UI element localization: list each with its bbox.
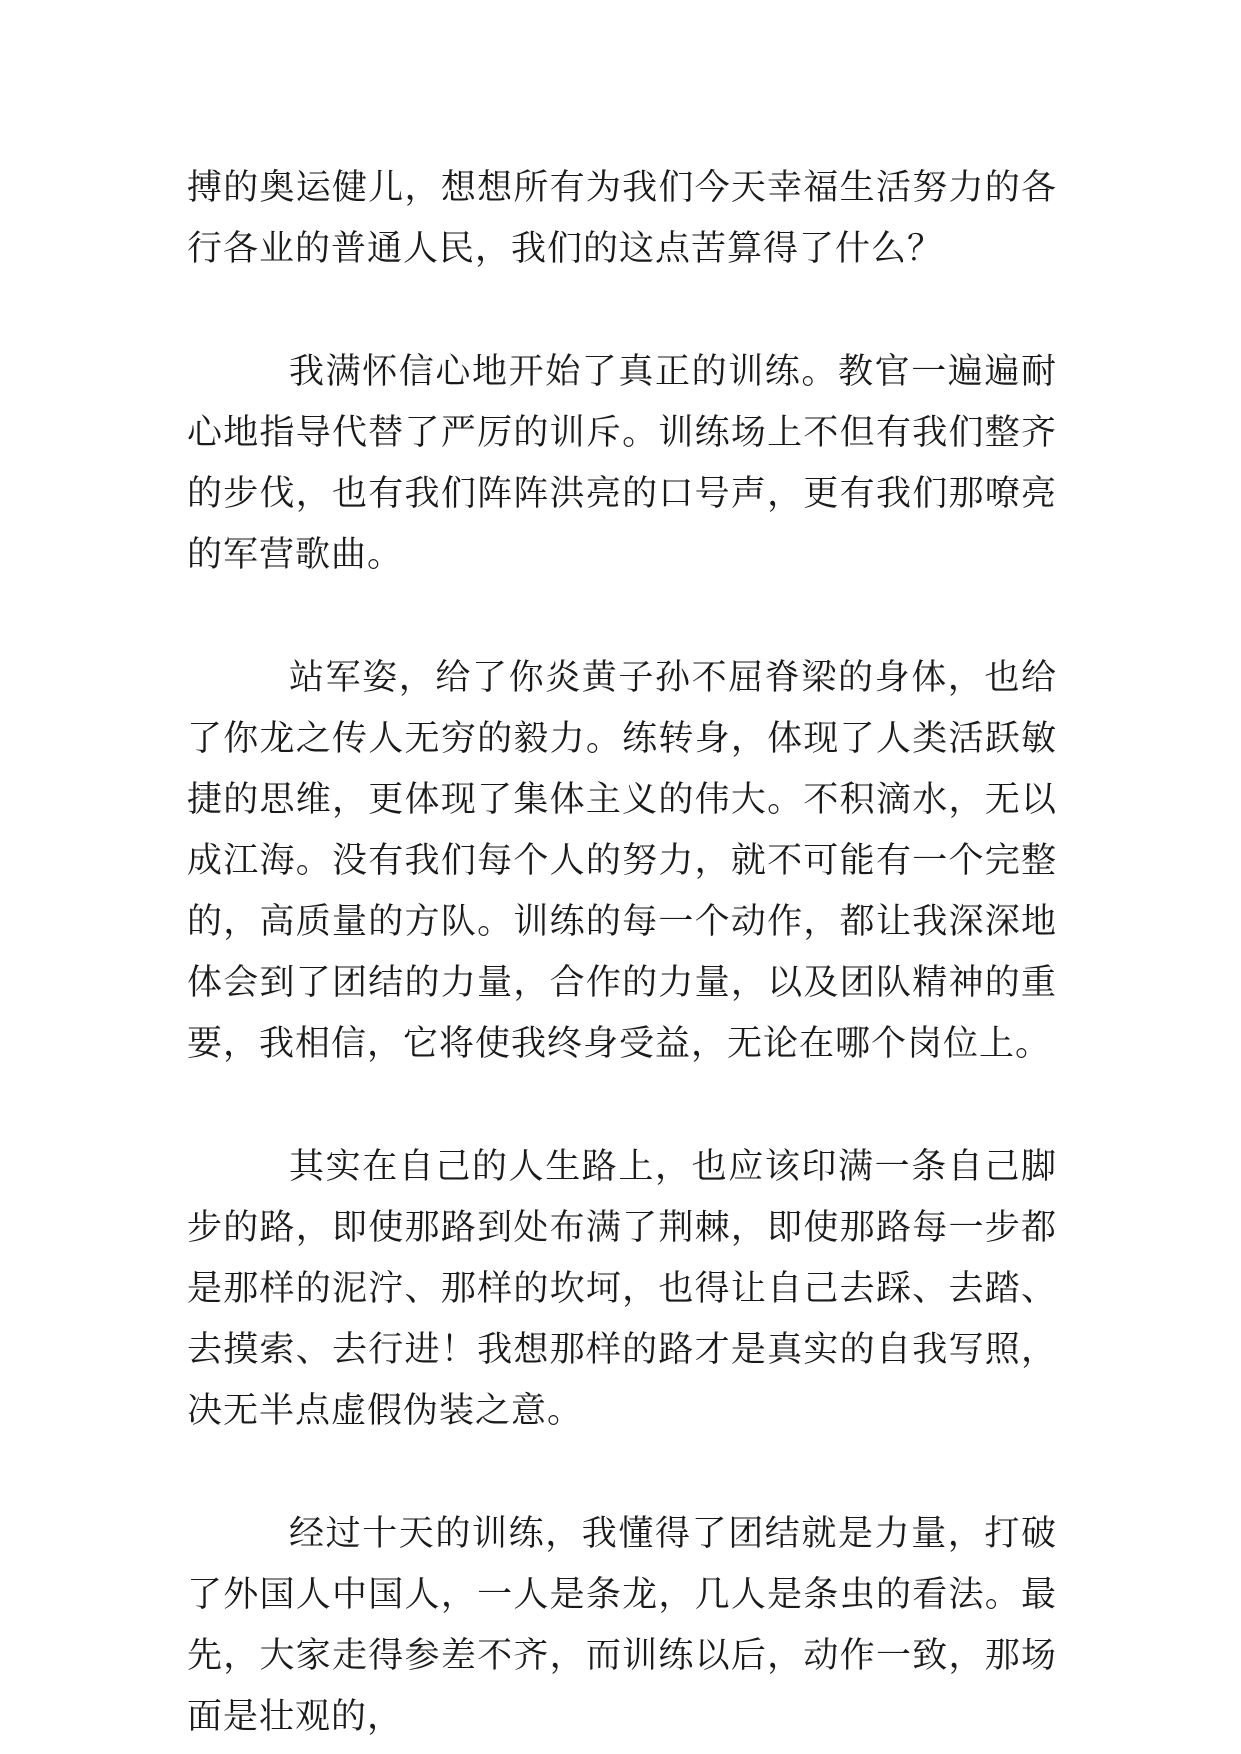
paragraph-training-start: 我满怀信心地开始了真正的训练。教官一遍遍耐心地指导代替了严厉的训斥。训练场上不但有我们整齐的步伐，也有我们阵阵洪亮的口号声，更有我们那嘹亮的军营歌曲。 xyxy=(187,352,1057,575)
paragraph-continuation: 搏的奥运健儿，想想所有为我们今天幸福生活努力的各行各业的普通人民，我们的这点苦算得了什么？ xyxy=(187,168,1057,269)
body-text xyxy=(187,158,1057,1748)
paragraph-life-path: 其实在自己的人生路上，也应该印满一条自己脚步的路，即使那路到处布满了荆棘，即使那路每一步都是那样的泥泞、那样的坎坷，也得让自己去踩、去踏、去摸索、去行进！我想那样的路才是真实的自我写照，决无半点虚假伪装之意。 xyxy=(187,1147,1057,1431)
paragraph-ten-days: 经过十天的训练，我懂得了团结就是力量，打破了外国人中国人，一人是条龙，几人是条虫的看法。最先，大家走得参差不齐，而训练以后，动作一致，那场面是壮观的， xyxy=(187,1514,1057,1737)
paragraph-military-posture: 站军姿，给了你炎黄子孙不屈脊梁的身体，也给了你龙之传人无穷的毅力。练转身，体现了人类活跃敏捷的思维，更体现了集体主义的伟大。不积滴水，无以成江海。没有我们每个人的努力，就不可能有一个完整的，高质量的方队。训练的每一个动作，都让我深深地体会到了团结的力量，合作的力量，以及团队精神的重要，我相信，它将使我终身受益，无论在哪个岗位上。 xyxy=(187,658,1057,1064)
